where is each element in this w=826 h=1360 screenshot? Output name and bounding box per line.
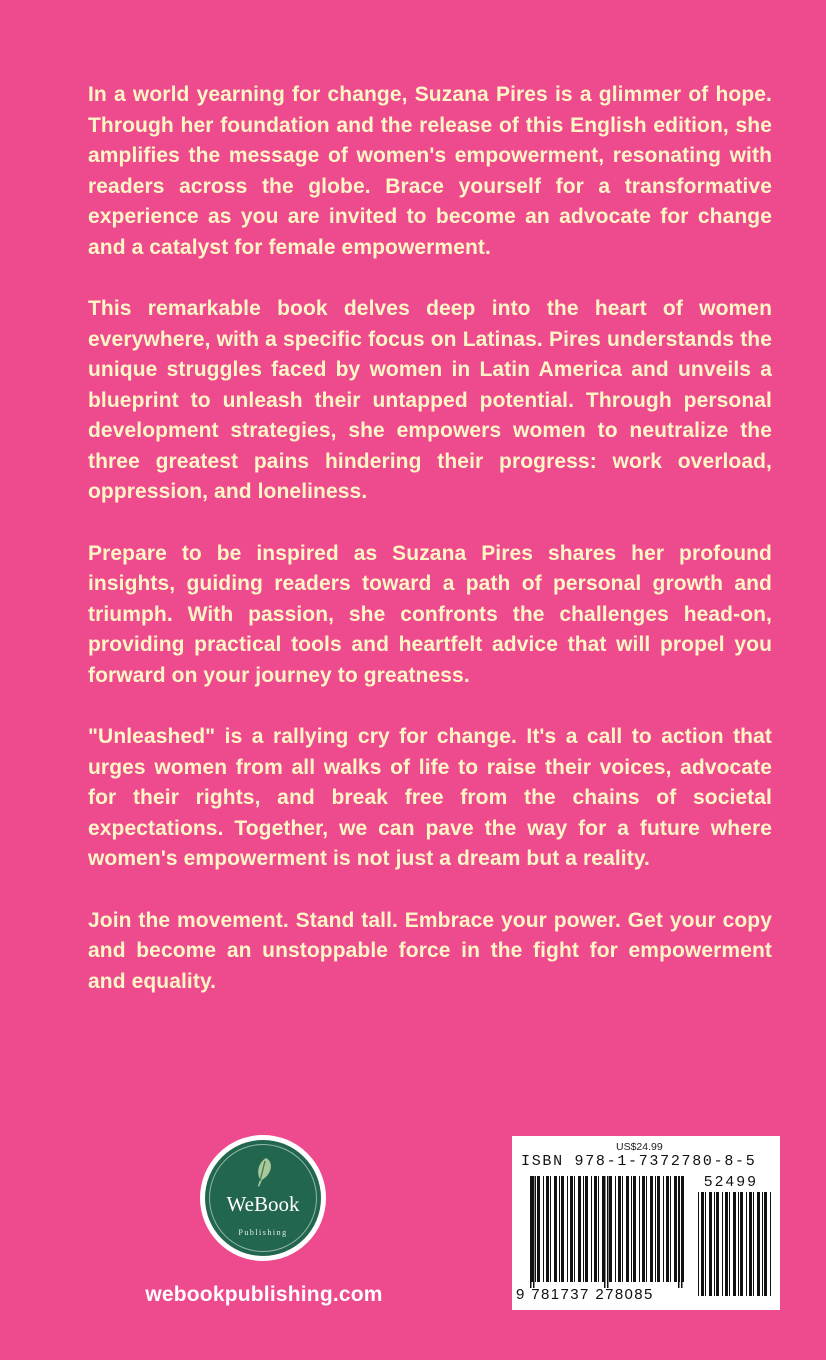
publisher-logo-subtitle: Publishing [238, 1228, 288, 1237]
barcode-bar [674, 1176, 677, 1282]
barcode-addon-digits: 52499 [704, 1173, 759, 1190]
barcode-guard-bar [607, 1176, 609, 1288]
barcode-bar [543, 1176, 544, 1282]
barcode-bar [716, 1192, 719, 1296]
barcode-bar [631, 1176, 632, 1282]
barcode-bar [770, 1192, 771, 1296]
barcode-guard-bar [681, 1176, 683, 1288]
barcode-bar [618, 1176, 621, 1282]
barcode-bar [701, 1192, 704, 1296]
paragraph-focus-latinas: This remarkable book delves deep into the heart of women everywhere, with a specific focus on Latinas. Pires understands the unique struggles faced by women in Latin America and unveils a blueprint to unleash their untapped potential. Through personal development strategies, she empowers women to neutralize the three greatest pains hindering their progress: work overload, oppression, and loneliness. [88, 297, 772, 503]
barcode-bar [537, 1176, 540, 1282]
barcode-bar [574, 1176, 575, 1282]
publisher-logo-badge [205, 1140, 321, 1256]
barcode-bar [757, 1192, 760, 1296]
isbn-label: ISBN 978-1-7372780-8-5 [521, 1153, 757, 1170]
barcode-bar [722, 1192, 723, 1296]
barcode-bar [567, 1176, 568, 1282]
barcode-bar [746, 1192, 747, 1296]
barcode-guard-bar [678, 1176, 680, 1288]
barcode-bar [709, 1192, 712, 1296]
barcode-bar [657, 1176, 660, 1282]
barcode-bar [666, 1176, 669, 1282]
barcode-bars [512, 1136, 780, 1310]
quill-icon [250, 1156, 276, 1190]
publisher-logo-name: WeBook [226, 1192, 300, 1216]
isbn-barcode [512, 1136, 780, 1310]
barcode-bar [729, 1192, 730, 1296]
barcode-bar [598, 1176, 599, 1282]
barcode-bar [585, 1176, 588, 1282]
barcode-bar [764, 1192, 767, 1296]
barcode-bar [633, 1176, 636, 1282]
barcode-bar [561, 1176, 564, 1282]
paragraph-intro: In a world yearning for change, Suzana Pires is a glimmer of hope. Through her foundation and the release of this English edition, she amplifies the message of women's empowerment, resonating with readers across the globe. Brace yourself for a transformative experience as you are invited to become an advocate for change and a catalyst for female empowerment. [88, 83, 772, 259]
barcode-bar [698, 1192, 699, 1296]
paragraph-inspiration: Prepare to be inspired as Suzana Pires shares her profound insights, guiding readers toward a path of personal growth and triumph. With passion, she confronts the challenges head-on, providing practical tools and heartfelt advice that will propel you forward on your journey to greatness. [88, 541, 772, 687]
barcode-bar [670, 1176, 671, 1282]
barcode-bar [559, 1176, 560, 1282]
barcode-bar [639, 1176, 640, 1282]
barcode-bar [550, 1176, 551, 1282]
barcode-bar [749, 1192, 752, 1296]
barcode-bar [578, 1176, 581, 1282]
publisher-website: webookpublishing.com [145, 1283, 383, 1306]
paragraph-rallying-cry: "Unleashed" is a rallying cry for change. It's a call to action that urges women from all walks of life to raise their voices, advocate for their rights, and break free from the chains of societal expectations. Together, we can pave the way for a future where women's empowerment is not just a dream but a reality. [88, 725, 772, 870]
barcode-bar [546, 1176, 549, 1282]
barcode-bar [714, 1192, 715, 1296]
barcode-guard-bar [530, 1176, 532, 1288]
barcode-bar [591, 1176, 592, 1282]
barcode-bar [753, 1192, 754, 1296]
barcode-bar [762, 1192, 763, 1296]
barcode-bar [646, 1176, 647, 1282]
barcode-guard-bar [604, 1176, 606, 1288]
barcode-bar [583, 1176, 584, 1282]
barcode-bar [663, 1176, 664, 1282]
publisher-logo [200, 1135, 326, 1261]
back-cover-text [88, 80, 772, 1028]
barcode-bar [594, 1176, 597, 1282]
barcode-bar [740, 1192, 743, 1296]
barcode-guard-bar [533, 1176, 535, 1288]
barcode-bar [650, 1176, 653, 1282]
barcode-bar [609, 1176, 612, 1282]
barcode-bar [733, 1192, 736, 1296]
barcode-bar [725, 1192, 728, 1296]
barcode-bar [738, 1192, 739, 1296]
price-label: US$24.99 [616, 1141, 663, 1153]
barcode-bar [570, 1176, 573, 1282]
barcode-bar [642, 1176, 645, 1282]
barcode-digits: 9 781737 278085 [516, 1286, 654, 1303]
barcode-bar [705, 1192, 706, 1296]
barcode-bar [622, 1176, 623, 1282]
barcode-bar [554, 1176, 557, 1282]
barcode-bar [626, 1176, 629, 1282]
barcode-bar [615, 1176, 616, 1282]
barcode-bar [655, 1176, 656, 1282]
barcode-bar [535, 1176, 536, 1282]
paragraph-call-to-action: Join the movement. Stand tall. Embrace your power. Get your copy and become an unstoppable force in the fight for empowerment and equality. [88, 908, 772, 993]
